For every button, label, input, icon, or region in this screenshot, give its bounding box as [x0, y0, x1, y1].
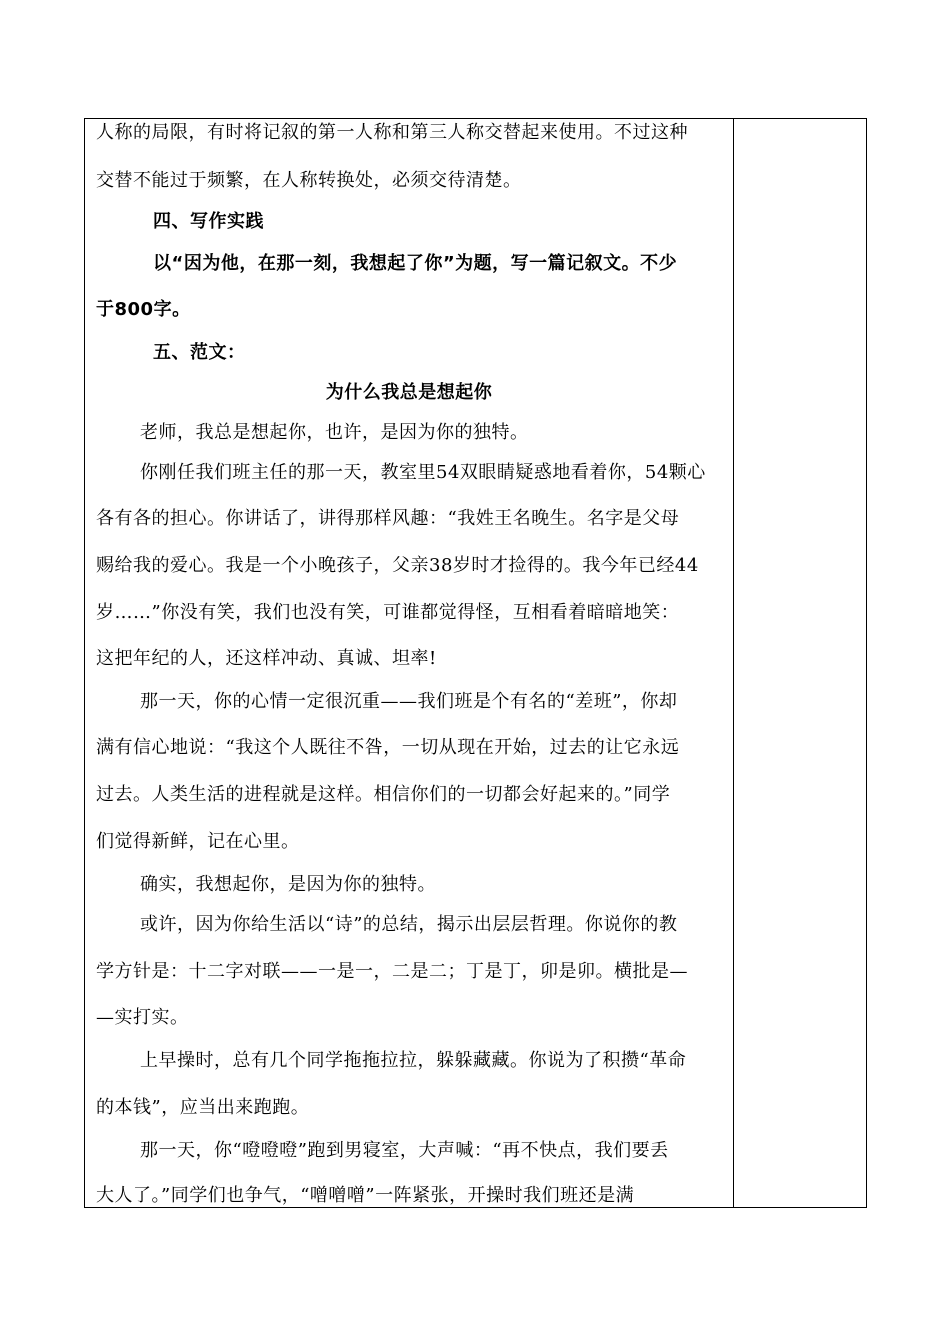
essay-paragraph-line: 学方针是：十二字对联——一是一，二是二；丁是丁，卯是卯。横批是—	[96, 961, 688, 982]
essay-paragraph-line: 赐给我的爱心。我是一个小晚孩子，父亲38岁时才捡得的。我今年已经44	[96, 555, 699, 576]
document-table	[84, 118, 867, 1208]
section-heading-sample-essay: 五、范文：	[153, 342, 246, 363]
essay-paragraph-line: 们觉得新鲜，记在心里。	[96, 831, 300, 852]
essay-paragraph-line: 你刚任我们班主任的那一天，教室里54双眼睛疑惑地看着你，54颗心	[140, 462, 706, 483]
main-content-cell	[85, 119, 733, 1207]
essay-paragraph-line: —实打实。	[96, 1007, 189, 1028]
essay-paragraph-line: 上早操时，总有几个同学拖拖拉拉，躲躲藏藏。你说为了积攒“革命	[140, 1050, 687, 1071]
essay-paragraph-line: 老师，我总是想起你，也许，是因为你的独特。	[140, 422, 529, 443]
essay-paragraph-line: 这把年纪的人，还这样冲动、真诚、坦率!	[96, 648, 437, 669]
notes-cell	[734, 119, 866, 1207]
essay-paragraph-line: 那一天，你的心情一定很沉重——我们班是个有名的“差班”，你却	[140, 691, 678, 712]
essay-paragraph-line: 那一天，你“噔噔噔”跑到男寝室，大声喊：“再不快点，我们要丢	[140, 1140, 669, 1161]
section-heading-writing-practice: 四、写作实践	[153, 211, 264, 232]
essay-paragraph-line: 各有各的担心。你讲话了，讲得那样风趣：“我姓王名晚生。名字是父母	[96, 508, 680, 529]
writing-prompt-line: 于800字。	[96, 299, 191, 320]
text-line: 交替不能过于频繁，在人称转换处，必须交待清楚。	[96, 170, 522, 191]
essay-paragraph-line: 确实，我想起你，是因为你的独特。	[140, 874, 436, 895]
essay-paragraph-line: 岁……”你没有笑，我们也没有笑，可谁都觉得怪，互相看着暗暗地笑：	[96, 602, 680, 623]
essay-paragraph-line: 大人了。”同学们也争气，“噌噌噌”一阵紧张，开操时我们班还是满	[96, 1185, 635, 1206]
essay-paragraph-line: 满有信心地说：“我这个人既往不咎，一切从现在开始，过去的让它永远	[96, 737, 680, 758]
essay-paragraph-line: 或许，因为你给生活以“诗”的总结，揭示出层层哲理。你说你的教	[140, 914, 678, 935]
text-line: 人称的局限，有时将记叙的第一人称和第三人称交替起来使用。不过这种	[96, 122, 688, 143]
writing-prompt-line: 以“因为他，在那一刻，我想起了你”为题，写一篇记叙文。不少	[153, 253, 678, 274]
essay-paragraph-line: 的本钱”，应当出来跑跑。	[96, 1097, 310, 1118]
essay-paragraph-line: 过去。人类生活的进程就是这样。相信你们的一切都会好起来的。”同学	[96, 784, 671, 805]
essay-title: 为什么我总是想起你	[325, 382, 493, 403]
